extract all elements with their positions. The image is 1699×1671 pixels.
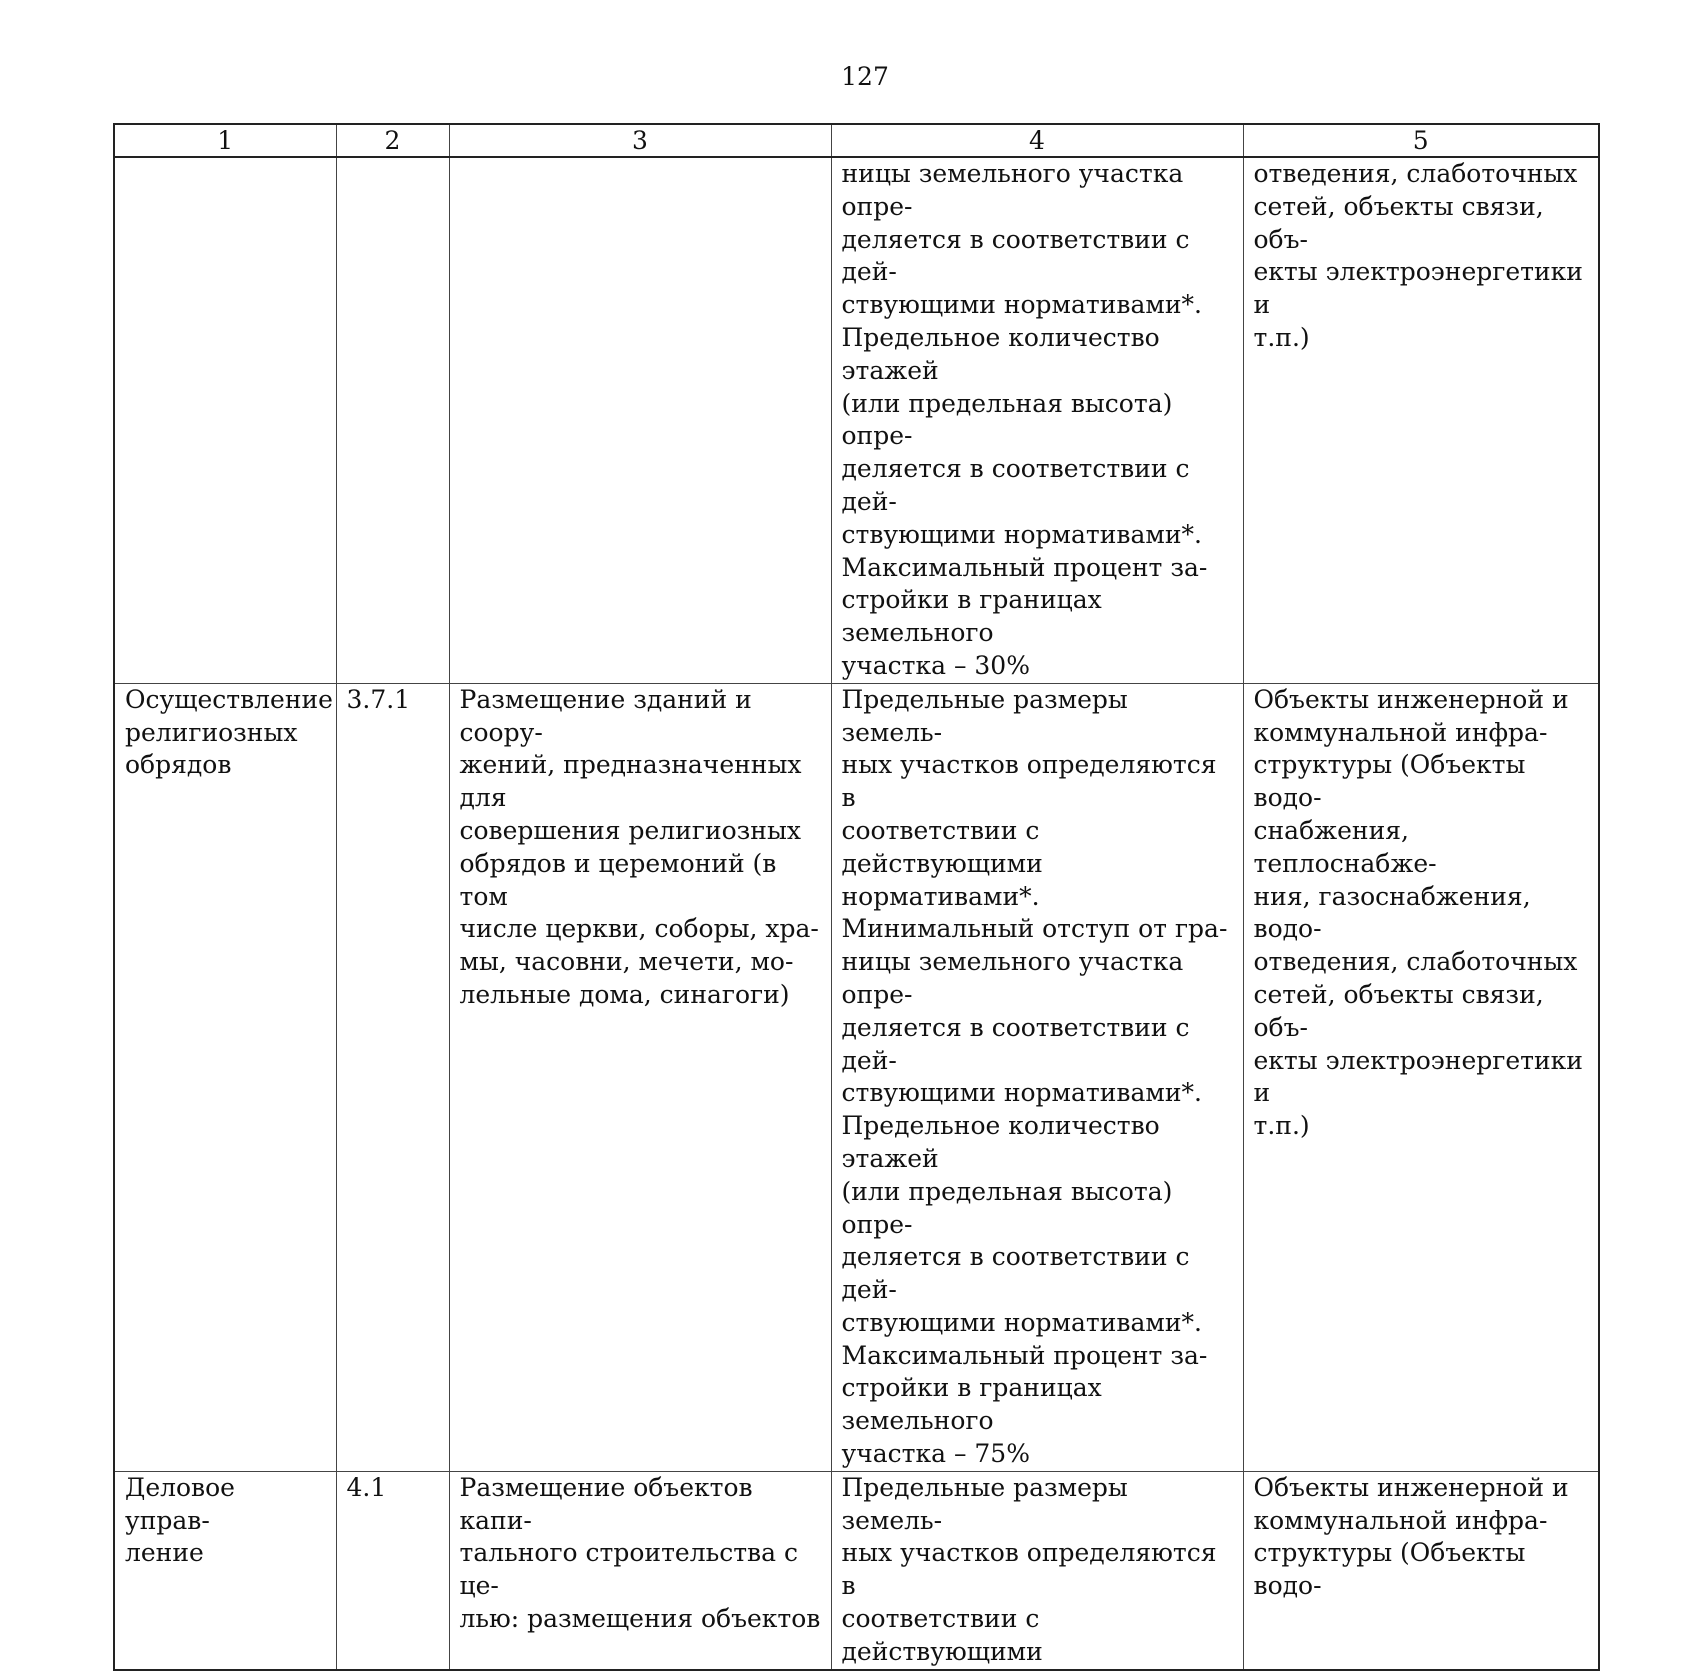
land-use-table xyxy=(113,123,1600,1671)
use-name-cell: Осуществление религиозных обрядов xyxy=(114,683,336,1471)
use-name-cell xyxy=(114,157,336,683)
column-header-5: 5 xyxy=(1243,124,1599,157)
use-description-cell: Размещение зданий и соору- жений, предназначенных для совершения религиозных обрядов и церемоний (в том числе церкви, соборы, хра- мы, часовни, мечети, мо- лельные дома, синагоги) xyxy=(449,683,831,1471)
use-code-cell: 4.1 xyxy=(336,1471,449,1669)
use-name-cell: Деловое управ- ление xyxy=(114,1471,336,1669)
column-header-4: 4 xyxy=(831,124,1243,157)
use-code-cell xyxy=(336,157,449,683)
table-row xyxy=(114,683,1599,1471)
table-row xyxy=(114,157,1599,683)
auxiliary-uses-cell: Объекты инженерной и коммунальной инфра- структуры (Объекты водо- xyxy=(1243,1471,1599,1669)
use-description-cell: Размещение объектов капи- тального строительства с це- лью: размещения объектов xyxy=(449,1471,831,1669)
use-code-cell: 3.7.1 xyxy=(336,683,449,1471)
page-number: 127 xyxy=(841,62,889,91)
column-header-3: 3 xyxy=(449,124,831,157)
parameters-cell: Предельные размеры земель- ных участков определяются в соответствии с действующими xyxy=(831,1471,1243,1669)
parameters-cell: Предельные размеры земель- ных участков определяются в соответствии с действующими нормативами*. Минимальный отступ от гра- ницы земельного участка опре- деляется в соответствии с дей- ствующими нормативами*. Предельное количество этажей (или предельная высота) опре- деляется в соответствии с дей- ствующими нормативами*. Максимальный процент за- стройки в границах земельного участка – 75% xyxy=(831,683,1243,1471)
use-description-cell xyxy=(449,157,831,683)
column-header-1: 1 xyxy=(114,124,336,157)
column-header-2: 2 xyxy=(336,124,449,157)
auxiliary-uses-cell: Объекты инженерной и коммунальной инфра- структуры (Объекты водо- снабжения, теплоснабже- ния, газоснабжения, водо- отведения, слаботочных сетей, объекты связи, объ- екты электроэнергетики и т.п.) xyxy=(1243,683,1599,1471)
parameters-cell: ницы земельного участка опре- деляется в соответствии с дей- ствующими нормативами*. Предельное количество этажей (или предельная высота) опре- деляется в соответствии с дей- ствующими нормативами*. Максимальный процент за- стройки в границах земельного участка – 30% xyxy=(831,157,1243,683)
table-row xyxy=(114,1471,1599,1669)
auxiliary-uses-cell: отведения, слаботочных сетей, объекты связи, объ- екты электроэнергетики и т.п.) xyxy=(1243,157,1599,683)
table-header-row xyxy=(114,124,1599,157)
